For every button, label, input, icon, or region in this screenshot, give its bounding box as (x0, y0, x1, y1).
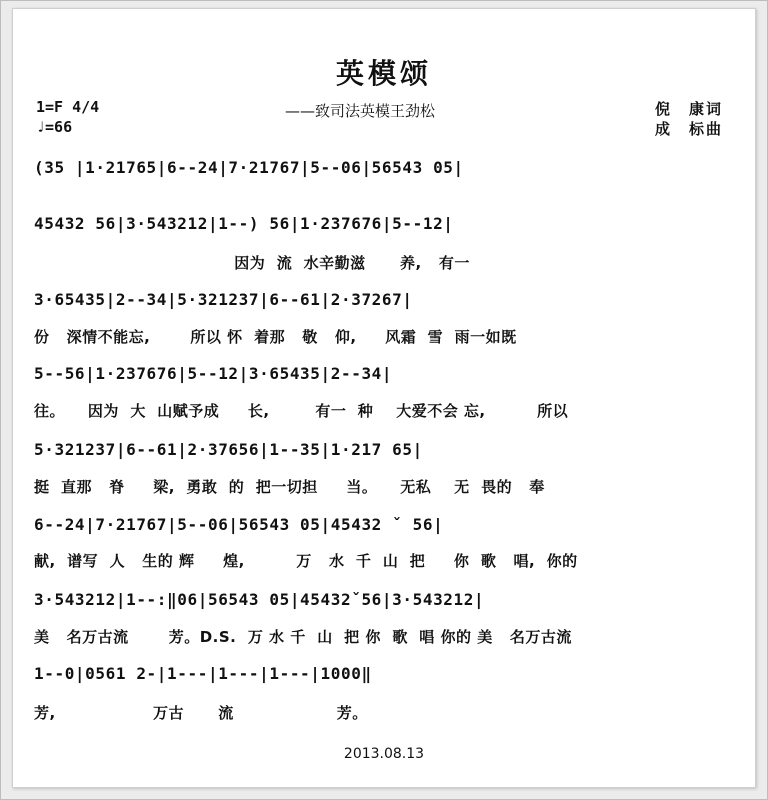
composer-credit: 成 标曲 (655, 120, 724, 138)
notation-line-3: 3·65435|2--34|5·321237|6--61|2·37267| (34, 290, 413, 309)
notation-line-5: 5·321237|6--61|2·37656|1--35|1·217 65| (34, 440, 423, 459)
notation-line-1: (35 |1·21765|6--24|7·21767|5--06|56543 05| (34, 158, 464, 177)
key-signature: 1=F 4/4 (36, 98, 100, 116)
lyric-line-6: 献, 谱写 人 生的 辉 煌, 万 水 千 山 把 你 歌 唱, 你的 (34, 552, 578, 570)
lyric-line-5: 挺 直那 脊 梁, 勇敢 的 把一切担 当。 无私 无 畏的 奉 (34, 478, 545, 496)
notation-line-2: 45432 56|3·543212|1--) 56|1·237676|5--12| (34, 214, 454, 233)
lyric-line-2: 因为 流 水辛勤滋 养, 有一 (34, 254, 470, 272)
song-title: 英模颂 (335, 57, 432, 90)
notation-line-6: 6--24|7·21767|5--06|56543 05|45432 ˇ 56| (34, 515, 444, 534)
lyric-line-8: 芳, 万古 流 芳。 (34, 704, 368, 722)
notation-line-8: 1--0|0561 2-|1---|1---|1---|1000‖ (34, 664, 372, 683)
date-footer: 2013.08.13 (343, 746, 425, 762)
song-subtitle: ——致司法英模王劲松 (285, 102, 436, 120)
lyricist-credit: 倪 康词 (655, 100, 724, 118)
notation-line-4: 5--56|1·237676|5--12|3·65435|2--34| (34, 364, 393, 383)
lyric-line-7: 美 名万古流 芳。D.S. 万 水 千 山 把 你 歌 唱 你的 美 名万古流 (34, 628, 572, 646)
lyric-line-4: 往。 因为 大 山赋予成 长, 有一 种 大爱不会 忘, 所以 (34, 402, 569, 420)
tempo-mark: ♩=66 (36, 118, 73, 136)
notation-line-7: 3·543212|1--:‖06|56543 05|45432ˇ56|3·543212| (34, 590, 485, 609)
lyric-line-3: 份 深情不能忘, 所以 怀 着那 敬 仰, 风霜 雪 雨一如既 (34, 328, 517, 346)
